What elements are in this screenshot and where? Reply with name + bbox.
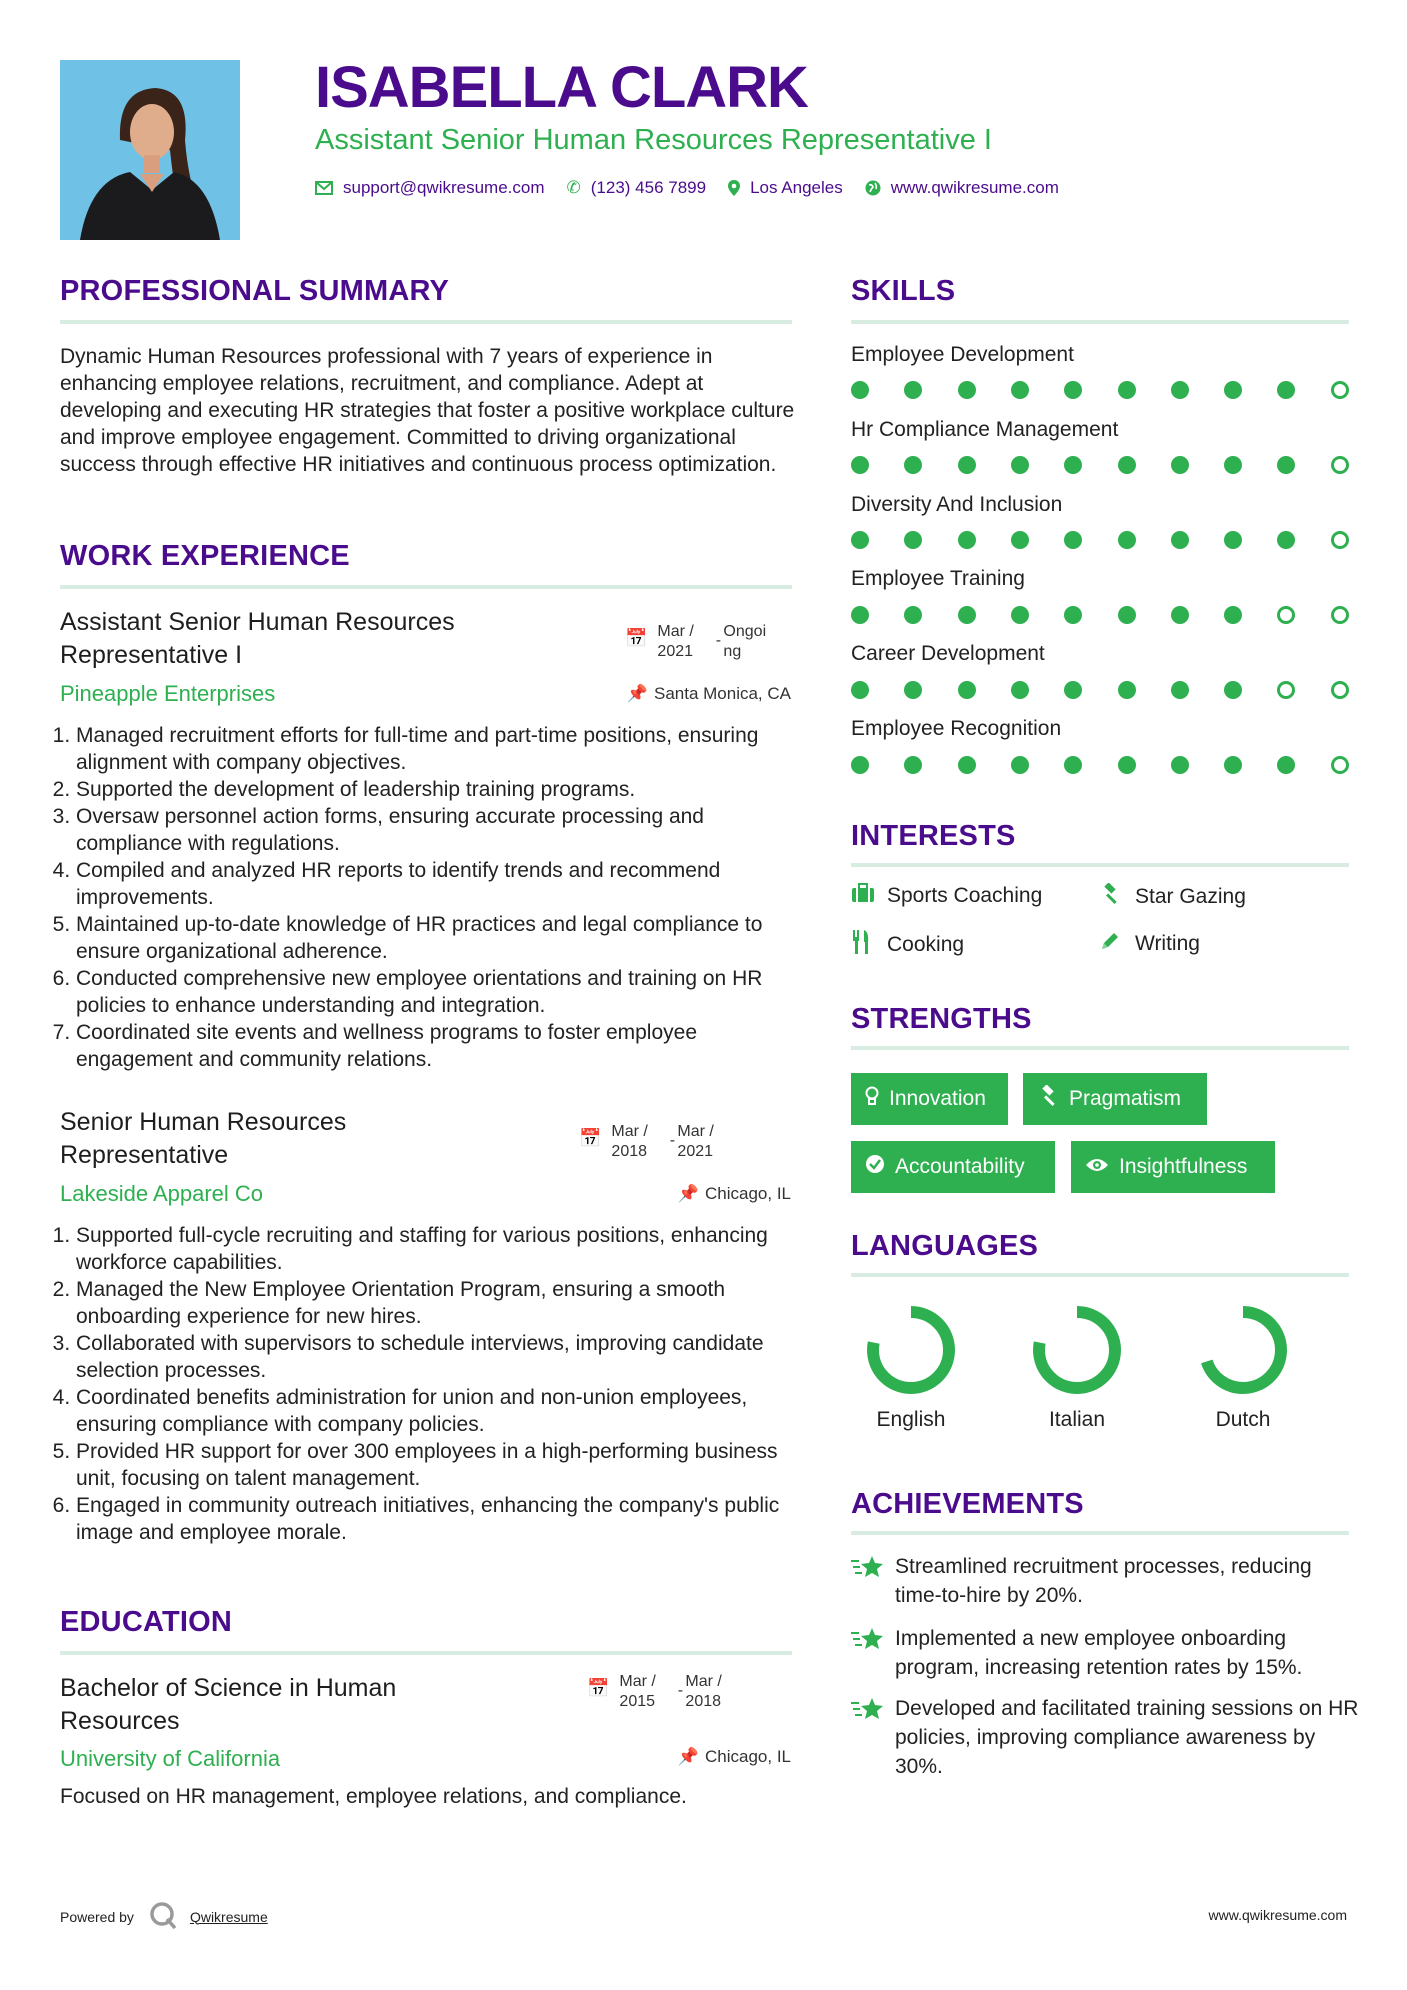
school-name: University of California [60, 1746, 281, 1771]
rating-dot-filled [1277, 381, 1295, 399]
skill-rating [851, 456, 1351, 476]
job-company: Pineapple Enterprises [60, 681, 276, 706]
rating-dot-filled [1224, 681, 1242, 699]
skill-rating [851, 756, 1351, 776]
strength-label: Accountability [895, 1155, 1025, 1178]
rating-dot-filled [904, 756, 922, 774]
language-name: English [876, 1408, 946, 1431]
rating-dot-filled [1277, 531, 1295, 549]
lightbulb-icon [865, 1086, 879, 1112]
rating-dot-filled [1118, 756, 1136, 774]
job-end-date: Mar / 2021 [677, 1123, 714, 1160]
contact-bar [315, 178, 1081, 198]
rating-dot-empty [1277, 681, 1295, 699]
rating-dot-filled [1171, 456, 1189, 474]
rating-dot-filled [1011, 681, 1029, 699]
rating-dot-filled [851, 756, 869, 774]
briefcase-icon [851, 883, 879, 909]
skill-name: Career Development [851, 642, 1045, 665]
profile-photo [60, 60, 240, 240]
interest-item [1099, 930, 1200, 958]
contact-website[interactable]: www.qwikresume.com [890, 178, 1059, 197]
rating-dot-filled [1224, 531, 1242, 549]
rating-dot-filled [1171, 381, 1189, 399]
rating-dot-filled [958, 531, 976, 549]
rating-dot-filled [958, 381, 976, 399]
list-item: 1. Managed recruitment efforts for full-time and part-time positions, ensuring alignment with company objectives. [76, 722, 796, 776]
list-item: 5. Maintained up-to-date knowledge of HR practices and legal compliance to ensure organizational adherence. [76, 911, 796, 965]
rating-dot-filled [851, 531, 869, 549]
rating-dot-filled [1064, 756, 1082, 774]
job-duties-list [58, 722, 796, 1073]
language-name: Dutch [1215, 1408, 1271, 1431]
list-item: 4. Compiled and analyzed HR reports to identify trends and recommend improvements. [76, 857, 796, 911]
language-name: Italian [1048, 1408, 1106, 1431]
calendar-icon: 📅 [579, 1128, 602, 1148]
rating-dot-filled [1064, 606, 1082, 624]
achievement-item [851, 1552, 1361, 1610]
list-item: 6. Engaged in community outreach initiatives, enhancing the company's public image and employee morale. [76, 1492, 796, 1546]
rating-dot-filled [1171, 606, 1189, 624]
rating-dot-filled [1118, 606, 1136, 624]
envelope-icon [315, 181, 333, 195]
list-item: 1. Supported full-cycle recruiting and staffing for various positions, enhancing workforce capabilities. [76, 1222, 796, 1276]
rating-dot-filled [904, 381, 922, 399]
experience-divider [60, 585, 792, 589]
contact-email[interactable]: support@qwikresume.com [343, 178, 545, 197]
star-icon [851, 1552, 895, 1610]
education-location-text: Chicago, IL [705, 1747, 791, 1766]
rating-dot-filled [1224, 456, 1242, 474]
language-proficiency-ring [1029, 1302, 1125, 1398]
rating-dot-filled [1118, 531, 1136, 549]
summary-heading: PROFESSIONAL SUMMARY [60, 275, 450, 307]
education-description: Focused on HR management, employee relations, and compliance. [60, 1785, 687, 1808]
strength-chip [851, 1073, 1008, 1125]
job-location-text: Chicago, IL [705, 1184, 791, 1203]
gavel-icon [1037, 1085, 1059, 1113]
interests-divider [851, 863, 1349, 867]
interest-label: Cooking [887, 933, 965, 956]
rating-dot-filled [904, 531, 922, 549]
skill-rating [851, 531, 1351, 551]
utensils-icon [851, 930, 879, 960]
education-dates [587, 1672, 741, 1712]
rating-dot-filled [1224, 381, 1242, 399]
rating-dot-empty [1331, 606, 1349, 624]
strength-label: Innovation [889, 1087, 986, 1110]
rating-dot-filled [1118, 681, 1136, 699]
phone-icon: ✆ [566, 178, 581, 197]
footer-website[interactable]: www.qwikresume.com [1208, 1907, 1347, 1923]
rating-dot-filled [1224, 606, 1242, 624]
rating-dot-empty [1331, 381, 1349, 399]
rating-dot-filled [1224, 756, 1242, 774]
skill-name: Employee Recognition [851, 717, 1062, 740]
rating-dot-filled [958, 606, 976, 624]
calendar-icon: 📅 [587, 1678, 610, 1698]
pencil-icon [1099, 930, 1127, 958]
language-item [1178, 1302, 1308, 1432]
rating-dot-empty [1331, 531, 1349, 549]
pushpin-icon: 📌 [677, 1747, 699, 1766]
job-duties-list [58, 1222, 796, 1546]
map-marker-icon [728, 180, 740, 196]
education-location [678, 1747, 791, 1767]
rating-dot-filled [904, 456, 922, 474]
rating-dot-filled [1011, 756, 1029, 774]
pushpin-icon: 📌 [626, 684, 648, 703]
interests-heading: INTERESTS [851, 820, 1016, 852]
strength-label: Insightfulness [1119, 1155, 1248, 1178]
date-separator: - [677, 1682, 684, 1699]
strength-chip [1071, 1141, 1275, 1193]
job-start-date: Mar / 2018 [611, 1123, 648, 1160]
rating-dot-filled [851, 381, 869, 399]
star-icon [851, 1694, 895, 1781]
pushpin-icon: 📌 [677, 1184, 699, 1203]
job-title: Assistant Senior Human Resources Representative I [60, 608, 455, 669]
interest-label: Star Gazing [1135, 885, 1246, 908]
achievements-heading: ACHIEVEMENTS [851, 1488, 1084, 1520]
rating-dot-filled [1011, 606, 1029, 624]
strengths-divider [851, 1046, 1349, 1050]
achievement-text: Implemented a new employee onboarding program, increasing retention rates by 15%. [895, 1627, 1303, 1679]
rating-dot-filled [1171, 531, 1189, 549]
rating-dot-filled [851, 456, 869, 474]
language-proficiency-ring [1195, 1302, 1291, 1398]
rating-dot-filled [904, 681, 922, 699]
skill-name: Hr Compliance Management [851, 418, 1119, 441]
education-heading: EDUCATION [60, 1606, 233, 1638]
rating-dot-filled [904, 606, 922, 624]
rating-dot-filled [1277, 756, 1295, 774]
rating-dot-empty [1331, 756, 1349, 774]
brand-link[interactable]: Qwikresume [189, 1908, 268, 1925]
rating-dot-filled [1171, 756, 1189, 774]
rating-dot-filled [1118, 456, 1136, 474]
list-item: 3. Collaborated with supervisors to schedule interviews, improving candidate selection processes. [76, 1330, 796, 1384]
calendar-icon: 📅 [625, 628, 648, 648]
list-item: 4. Coordinated benefits administration for union and non-union employees, ensuring compliance with company policies. [76, 1384, 796, 1438]
rating-dot-filled [1011, 456, 1029, 474]
rating-dot-filled [958, 756, 976, 774]
language-level-arc [1205, 1312, 1281, 1388]
skill-name: Employee Training [851, 567, 1025, 590]
eye-icon [1085, 1156, 1109, 1179]
date-separator: - [715, 632, 722, 649]
contact-location: Los Angeles [750, 178, 843, 197]
interest-item [851, 883, 1042, 909]
contact-phone[interactable]: (123) 456 7899 [590, 178, 707, 197]
degree-title: Bachelor of Science in Human Resources [60, 1674, 397, 1735]
skill-rating [851, 681, 1351, 701]
rating-dot-filled [1118, 381, 1136, 399]
skill-rating [851, 606, 1351, 626]
rating-dot-filled [851, 681, 869, 699]
list-item: 2. Managed the New Employee Orientation Program, ensuring a smooth onboarding experience for new hires. [76, 1276, 796, 1330]
list-item: 6. Conducted comprehensive new employee orientations and training on HR policies to enhance understanding and integration. [76, 965, 796, 1019]
skill-name: Employee Development [851, 343, 1074, 366]
rating-dot-filled [1064, 381, 1082, 399]
education-end-date: Mar / 2018 [685, 1673, 722, 1710]
interest-label: Sports Coaching [887, 884, 1043, 907]
footer-powered-by [60, 1900, 268, 1933]
list-item: 2. Supported the development of leadership training programs. [76, 776, 796, 803]
rating-dot-filled [1011, 381, 1029, 399]
check-circle-icon [865, 1154, 885, 1180]
job-title: Senior Human Resources Representative [60, 1108, 347, 1169]
rating-dot-filled [958, 681, 976, 699]
strength-label: Pragmatism [1069, 1087, 1182, 1110]
language-item [846, 1302, 976, 1432]
strength-chip [1023, 1073, 1207, 1125]
education-divider [60, 1651, 792, 1655]
rating-dot-filled [1277, 456, 1295, 474]
list-item: 3. Oversaw personnel action forms, ensuring accurate processing and compliance with regulations. [76, 803, 796, 857]
list-item: 5. Provided HR support for over 300 employees in a high-performing business unit, focusing on talent management. [76, 1438, 796, 1492]
job-location [627, 684, 791, 704]
achievements-divider [851, 1531, 1349, 1535]
rating-dot-filled [851, 606, 869, 624]
interest-item [1099, 883, 1246, 911]
rating-dot-filled [1011, 531, 1029, 549]
job-location [678, 1184, 791, 1204]
achievement-item [851, 1694, 1361, 1781]
language-item [1012, 1302, 1142, 1432]
rating-dot-empty [1331, 456, 1349, 474]
interest-label: Writing [1135, 932, 1200, 955]
skill-name: Diversity And Inclusion [851, 493, 1063, 516]
star-icon [851, 1624, 895, 1682]
interest-item [851, 930, 964, 960]
skills-divider [851, 320, 1349, 324]
date-separator: - [669, 1132, 676, 1149]
languages-divider [851, 1273, 1349, 1277]
achievement-item [851, 1624, 1361, 1682]
strength-chip [851, 1141, 1055, 1193]
summary-divider [60, 320, 792, 324]
skill-rating [851, 381, 1351, 401]
education-start-date: Mar / 2015 [619, 1673, 656, 1710]
job-company: Lakeside Apparel Co [60, 1181, 264, 1206]
rating-dot-filled [1064, 456, 1082, 474]
portrait-image [60, 60, 240, 240]
experience-heading: WORK EXPERIENCE [60, 540, 350, 572]
job-end-date: Ongoi ng [723, 623, 767, 660]
qwikresume-logo-icon [148, 1900, 178, 1933]
skills-heading: SKILLS [851, 275, 956, 307]
rating-dot-filled [1171, 681, 1189, 699]
language-level-arc [873, 1312, 949, 1388]
rating-dot-filled [1064, 681, 1082, 699]
strengths-heading: STRENGTHS [851, 1003, 1032, 1035]
achievement-text: Streamlined recruitment processes, reducing time-to-hire by 20%. [895, 1555, 1312, 1607]
job-dates [625, 622, 779, 662]
powered-by-label: Powered by [60, 1908, 134, 1925]
globe-icon [865, 180, 881, 196]
list-item: 7. Coordinated site events and wellness programs to foster employee engagement and community relations. [76, 1019, 796, 1073]
summary-text: Dynamic Human Resources professional with 7 years of experience in enhancing employee relations, recruitment, and compliance. Adept at developing and executing HR strategies that foster a positive workplace culture and improve employee engagement. Committed to driving organizational success through effective HR initiatives and continuous process optimization. [60, 345, 795, 476]
gavel-icon [1099, 883, 1127, 911]
language-level-arc [1039, 1312, 1115, 1388]
achievement-text: Developed and facilitated training sessions on HR policies, improving compliance awareness by 30%. [895, 1697, 1359, 1778]
language-proficiency-ring [863, 1302, 959, 1398]
rating-dot-filled [1064, 531, 1082, 549]
candidate-name: ISABELLA CLARK [315, 55, 808, 120]
job-dates [579, 1122, 733, 1162]
job-start-date: Mar / 2021 [657, 623, 694, 660]
candidate-title: Assistant Senior Human Resources Representative I [315, 124, 992, 156]
rating-dot-filled [958, 456, 976, 474]
rating-dot-empty [1277, 606, 1295, 624]
job-location-text: Santa Monica, CA [653, 684, 791, 703]
languages-heading: LANGUAGES [851, 1230, 1039, 1262]
rating-dot-empty [1331, 681, 1349, 699]
